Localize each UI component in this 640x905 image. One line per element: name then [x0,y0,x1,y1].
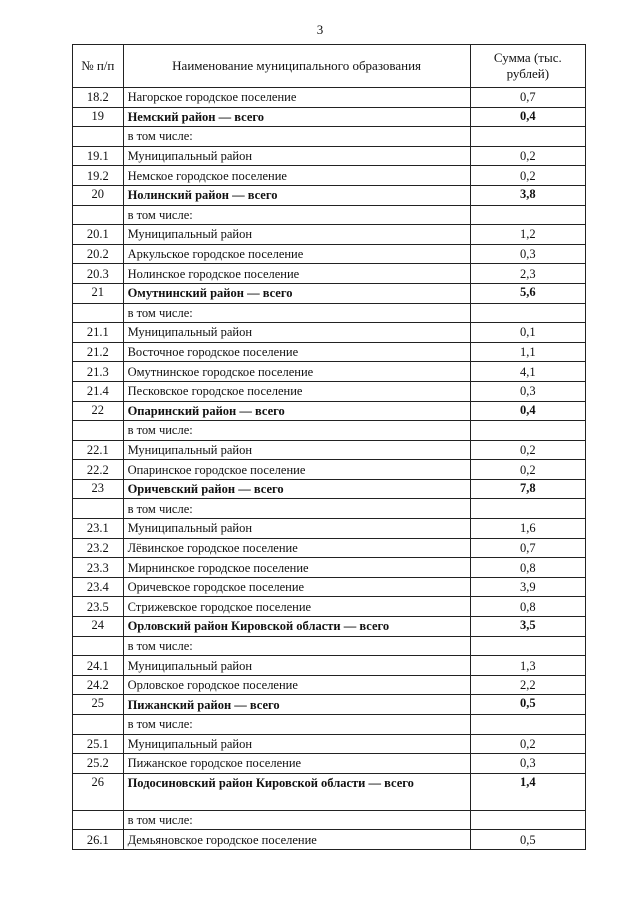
row-sum-cell: 0,1 [470,323,585,343]
table-row [73,362,586,382]
table-row [73,225,586,245]
table-row [73,675,586,695]
row-sum-cell [470,636,585,656]
table-row-district-total [73,107,586,127]
row-number-cell: 25 [73,695,124,715]
table-row-subheading [73,303,586,323]
row-name-cell: Демьяновское городское поселение [123,830,470,850]
table-row [73,519,586,539]
table-row [73,166,586,186]
row-number-cell: 21.4 [73,381,124,401]
table-row-district-total [73,617,586,637]
row-name-cell: в том числе: [123,810,470,830]
row-name-cell: в том числе: [123,205,470,225]
row-name-cell: Нолинский район — всего [123,185,470,205]
row-number-cell: 24.1 [73,656,124,676]
table-row [73,440,586,460]
row-sum-cell: 3,8 [470,185,585,205]
row-number-cell [73,205,124,225]
row-sum-cell: 0,3 [470,244,585,264]
row-number-cell [73,421,124,441]
table-row-subheading [73,636,586,656]
row-number-cell: 20.3 [73,264,124,284]
table-row-district-total [73,695,586,715]
row-name-cell: в том числе: [123,499,470,519]
row-name-cell: Песковское городское поселение [123,381,470,401]
row-number-cell: 22 [73,401,124,421]
table-row-subheading [73,499,586,519]
table-header-row [73,45,586,88]
row-number-cell: 26 [73,773,124,810]
row-name-cell: Нагорское городское поселение [123,88,470,108]
row-sum-cell: 0,8 [470,558,585,578]
row-name-cell: Восточное городское поселение [123,342,470,362]
table-row [73,558,586,578]
row-sum-cell: 1,4 [470,773,585,810]
row-number-cell [73,715,124,735]
row-sum-cell: 0,2 [470,166,585,186]
row-name-cell: Орловское городское поселение [123,675,470,695]
row-sum-cell: 0,4 [470,401,585,421]
row-name-cell: Пижанское городское поселение [123,754,470,774]
row-name-cell: Стрижевское городское поселение [123,597,470,617]
table-row [73,88,586,108]
row-number-cell: 20 [73,185,124,205]
row-sum-cell: 1,2 [470,225,585,245]
table-row-subheading [73,715,586,735]
row-sum-cell: 1,1 [470,342,585,362]
table-row-subheading [73,810,586,830]
row-sum-cell: 0,7 [470,88,585,108]
header-municipality-name: Наименование муниципального образования [123,45,470,88]
table-row [73,264,586,284]
row-sum-cell [470,810,585,830]
row-name-cell: Муниципальный район [123,225,470,245]
row-number-cell: 20.1 [73,225,124,245]
row-sum-cell: 2,3 [470,264,585,284]
table-row [73,244,586,264]
row-name-cell: Опаринский район — всего [123,401,470,421]
row-sum-cell: 5,6 [470,283,585,303]
row-number-cell: 24 [73,617,124,637]
row-sum-cell: 0,2 [470,440,585,460]
row-sum-cell: 0,5 [470,695,585,715]
row-sum-cell: 0,3 [470,381,585,401]
row-number-cell: 20.2 [73,244,124,264]
row-sum-cell: 0,4 [470,107,585,127]
row-name-cell: в том числе: [123,715,470,735]
table-row-district-total [73,283,586,303]
row-name-cell: Аркульское городское поселение [123,244,470,264]
row-sum-cell: 3,5 [470,617,585,637]
row-number-cell: 21.3 [73,362,124,382]
row-sum-cell: 0,2 [470,146,585,166]
row-sum-cell: 4,1 [470,362,585,382]
row-number-cell: 23.3 [73,558,124,578]
table-row-district-total [73,479,586,499]
row-sum-cell [470,205,585,225]
row-name-cell: Муниципальный район [123,656,470,676]
row-name-cell: Омутнинское городское поселение [123,362,470,382]
row-sum-cell: 0,5 [470,830,585,850]
row-name-cell: Муниципальный район [123,323,470,343]
row-name-cell: Муниципальный район [123,440,470,460]
table-row [73,146,586,166]
table-row-district-total [73,401,586,421]
table-row-subheading [73,127,586,147]
row-sum-cell: 0,2 [470,734,585,754]
page-number: 3 [316,22,324,37]
row-number-cell: 23.5 [73,597,124,617]
row-sum-cell: 0,2 [470,460,585,480]
row-sum-cell: 0,3 [470,754,585,774]
budget-table [72,44,586,850]
table-row [73,577,586,597]
row-number-cell: 19 [73,107,124,127]
row-number-cell [73,636,124,656]
row-sum-cell [470,127,585,147]
row-number-cell: 22.1 [73,440,124,460]
row-number-cell: 19.1 [73,146,124,166]
table-row-subheading [73,421,586,441]
header-number: № п/п [73,45,124,88]
table-body [73,88,586,850]
row-name-cell: Нолинское городское поселение [123,264,470,284]
row-name-cell: в том числе: [123,636,470,656]
row-sum-cell: 2,2 [470,675,585,695]
row-number-cell [73,499,124,519]
row-name-cell: Лёвинское городское поселение [123,538,470,558]
row-number-cell: 26.1 [73,830,124,850]
table-row-district-total [73,773,586,810]
table-row [73,460,586,480]
row-sum-cell [470,421,585,441]
table-row [73,323,586,343]
row-number-cell: 21.2 [73,342,124,362]
row-name-cell: Орловский район Кировской области — всего [123,617,470,637]
table-row-district-total [73,185,586,205]
row-number-cell [73,303,124,323]
row-name-cell: Муниципальный район [123,146,470,166]
row-number-cell: 24.2 [73,675,124,695]
row-name-cell: Муниципальный район [123,519,470,539]
row-number-cell: 25.1 [73,734,124,754]
row-number-cell: 21.1 [73,323,124,343]
table-row [73,656,586,676]
row-name-cell: в том числе: [123,303,470,323]
row-sum-cell: 0,8 [470,597,585,617]
row-number-cell: 23.1 [73,519,124,539]
row-name-cell: Муниципальный район [123,734,470,754]
row-name-cell: в том числе: [123,421,470,441]
row-sum-cell: 7,8 [470,479,585,499]
row-name-cell: Мирнинское городское поселение [123,558,470,578]
row-name-cell: Немское городское поселение [123,166,470,186]
row-number-cell: 21 [73,283,124,303]
row-number-cell: 22.2 [73,460,124,480]
row-sum-cell [470,303,585,323]
table-row [73,734,586,754]
row-name-cell: в том числе: [123,127,470,147]
header-sum: Сумма (тыс. рублей) [470,45,585,88]
row-number-cell: 19.2 [73,166,124,186]
table-row [73,597,586,617]
row-sum-cell: 3,9 [470,577,585,597]
row-number-cell: 23 [73,479,124,499]
table-row [73,830,586,850]
row-name-cell: Немский район — всего [123,107,470,127]
table-row [73,342,586,362]
row-sum-cell [470,715,585,735]
row-number-cell: 25.2 [73,754,124,774]
row-sum-cell: 0,7 [470,538,585,558]
row-name-cell: Подосиновский район Кировской области — всего [123,773,470,810]
table-row-subheading [73,205,586,225]
row-number-cell: 23.4 [73,577,124,597]
table-row [73,381,586,401]
row-name-cell: Пижанский район — всего [123,695,470,715]
row-name-cell: Оричевское городское поселение [123,577,470,597]
row-name-cell: Опаринское городское поселение [123,460,470,480]
row-name-cell: Омутнинский район — всего [123,283,470,303]
row-number-cell [73,810,124,830]
row-sum-cell: 1,6 [470,519,585,539]
table-row [73,754,586,774]
row-sum-cell [470,499,585,519]
row-sum-cell: 1,3 [470,656,585,676]
row-number-cell: 23.2 [73,538,124,558]
row-number-cell [73,127,124,147]
row-number-cell: 18.2 [73,88,124,108]
row-name-cell: Оричевский район — всего [123,479,470,499]
table-row [73,538,586,558]
